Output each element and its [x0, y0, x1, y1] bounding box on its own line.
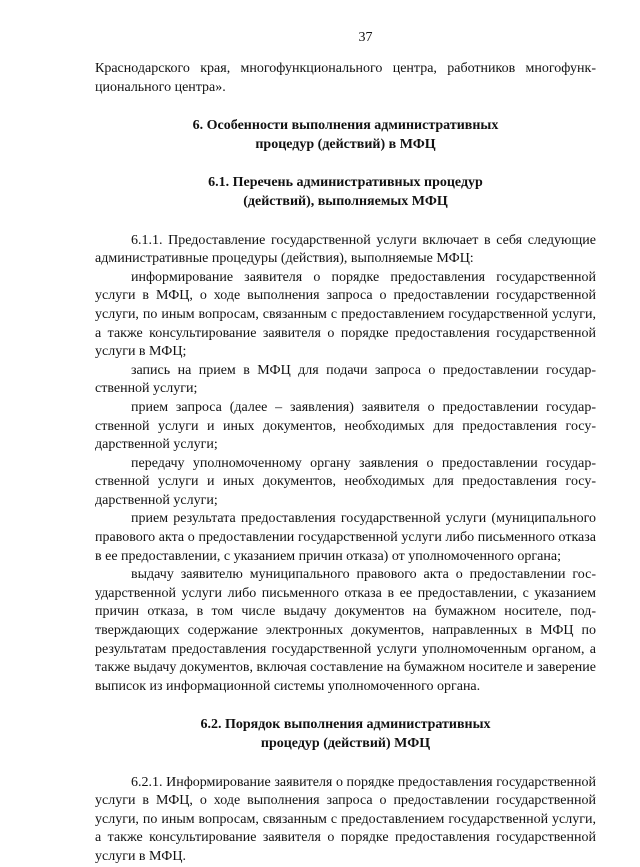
section-6-heading	[95, 117, 596, 154]
section-6-heading-line-1: 6. Особенности выполнения административных	[192, 118, 499, 134]
paragraph: 6.2.1. Информирование заявителя о порядке предоставления государственной услуги в МФЦ, о ходе выполнения запроса о предоставлении государственной услуги, по иным вопросам, связанным с предоставлением государственной услуги, а также консультирование заявителя о порядке предоставления государственной услуги в МФЦ.	[95, 774, 596, 864]
section-6-2-heading-line-2: процедур (действий) МФЦ	[260, 736, 431, 751]
paragraph: 6.1.1. Предоставление государственной услуги включает в себя следующие административные процедуры (действия), выполняемые МФЦ:	[95, 232, 596, 267]
paragraph: передачу уполномоченному органу заявления о предоставлении государственной услуги и иных документов, необходимых для предоставления государственной услуги;	[95, 455, 596, 508]
paragraph: выдачу заявителю муниципального правового акта о предоставлении государственной услуги либо письменного отказа в ее предоставлении, с указанием причин отказа, в том числе выдачу документов на бумажном носителе, подтверждающих содержание электронных документов, направленных в МФЦ по результатам предоставления государственной услуги уполномоченным органом, а также выдачу документов, включая составление на бумажном носителе и заверение выписок из информационной системы уполномоченного органа.	[95, 567, 596, 694]
page-number: 37	[358, 30, 373, 45]
paragraph: запись на прием в МФЦ для подачи запроса о предоставлении государственной услуги;	[95, 362, 596, 397]
section-6-heading-line-2: процедур (действий) в МФЦ	[255, 136, 436, 152]
paragraph: информирование заявителя о порядке предоставления государственной услуги в МФЦ, о ходе выполнения запроса о предоставлении государственной услуги, по иным вопросам, связанным с предоставлением государственной услуги, а также консультирование заявителя о порядке предоставления государственной услуги в МФЦ;	[95, 269, 596, 360]
intro-continuation: Краснодарского края, многофункционального центра, работников многофункционального центра».	[95, 61, 596, 95]
section-6-1-heading-line-2: (действий), выполняемых МФЦ	[243, 193, 448, 209]
paragraph: прием запроса (далее – заявления) заявителя о предоставлении государственной услуги и иных документов, необходимых для предоставления государственной услуги;	[95, 399, 596, 453]
section-6-2-body	[95, 774, 596, 867]
paragraph: прием результата предоставления государственной услуги (муниципального правового акта о предоставлении государственной услуги либо письменного отказа в ее предоставлении, с указанием причин отказа) от уполномоченного органа;	[95, 511, 596, 564]
section-6-1-body	[95, 232, 596, 697]
section-6-1-heading-line-1: 6.1. Перечень административных процедур	[208, 175, 483, 191]
section-6-2-heading	[95, 716, 596, 753]
section-6-2-heading-line-1: 6.2. Порядок выполнения административных	[200, 717, 491, 733]
section-6-1-heading	[95, 174, 596, 211]
